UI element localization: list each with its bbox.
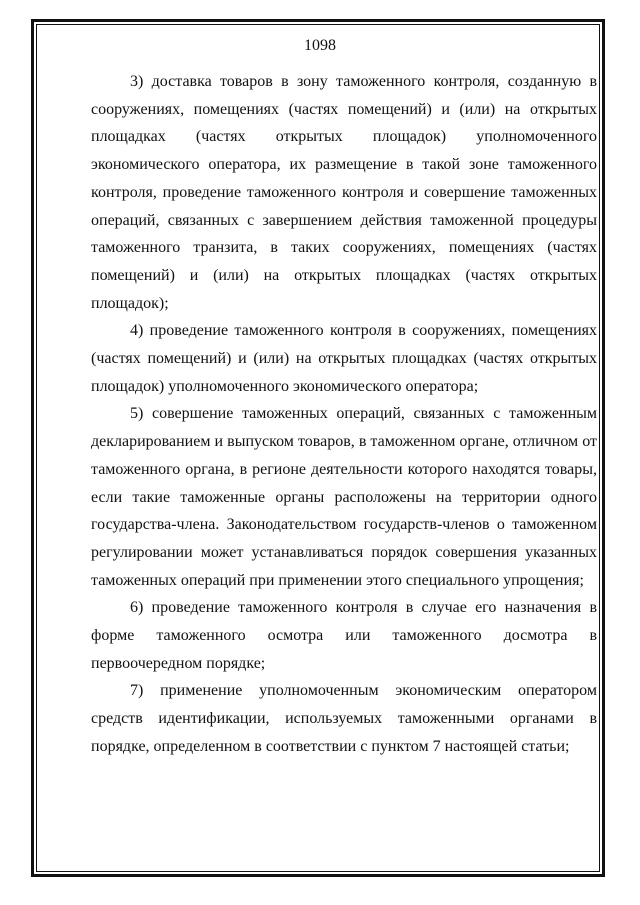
- paragraph-item-3: 3) доставка товаров в зону таможенного контроля, созданную в сооружениях, помещениях (частях помещений) и (или) на открытых площадках (частях открытых площадок) уполномоченного экономического оператора, их размещение в такой зоне таможенного контроля, проведение таможенного контроля и совершение таможенных операций, связанных с завершением действия таможенной процедуры таможенного транзита, в таких сооружениях, помещениях (частях помещений) и (или) на открытых площадках (частях открытых площадок);: [91, 73, 597, 312]
- paragraph-item-7: 7) применение уполномоченным экономическим оператором средств идентификации, используемых таможенными органами в порядке, определенном в соответствии с пунктом 7 настоящей статьи;: [91, 682, 597, 755]
- paragraph-item-4: 4) проведение таможенного контроля в сооружениях, помещениях (частях помещений) и (или) на открытых площадках (частях открытых площадок) уполномоченного экономического оператора;: [91, 322, 597, 395]
- paragraph-item-6: 6) проведение таможенного контроля в случае его назначения в форме таможенного осмотра или таможенного досмотра в первоочередном порядке;: [91, 599, 597, 672]
- page-number: 1098: [304, 37, 336, 54]
- document-body: [91, 68, 597, 761]
- paragraph-item-5: 5) совершение таможенных операций, связанных с таможенным декларированием и выпуском товаров, в таможенном органе, отличном от таможенного органа, в регионе деятельности которого находятся товары, если такие таможенные органы расположены на территории одного государства-члена. Законодательством государств-членов о таможенном регулировании может устанавливаться порядок совершения указанных таможенных операций при применении этого специального упрощения;: [91, 405, 597, 589]
